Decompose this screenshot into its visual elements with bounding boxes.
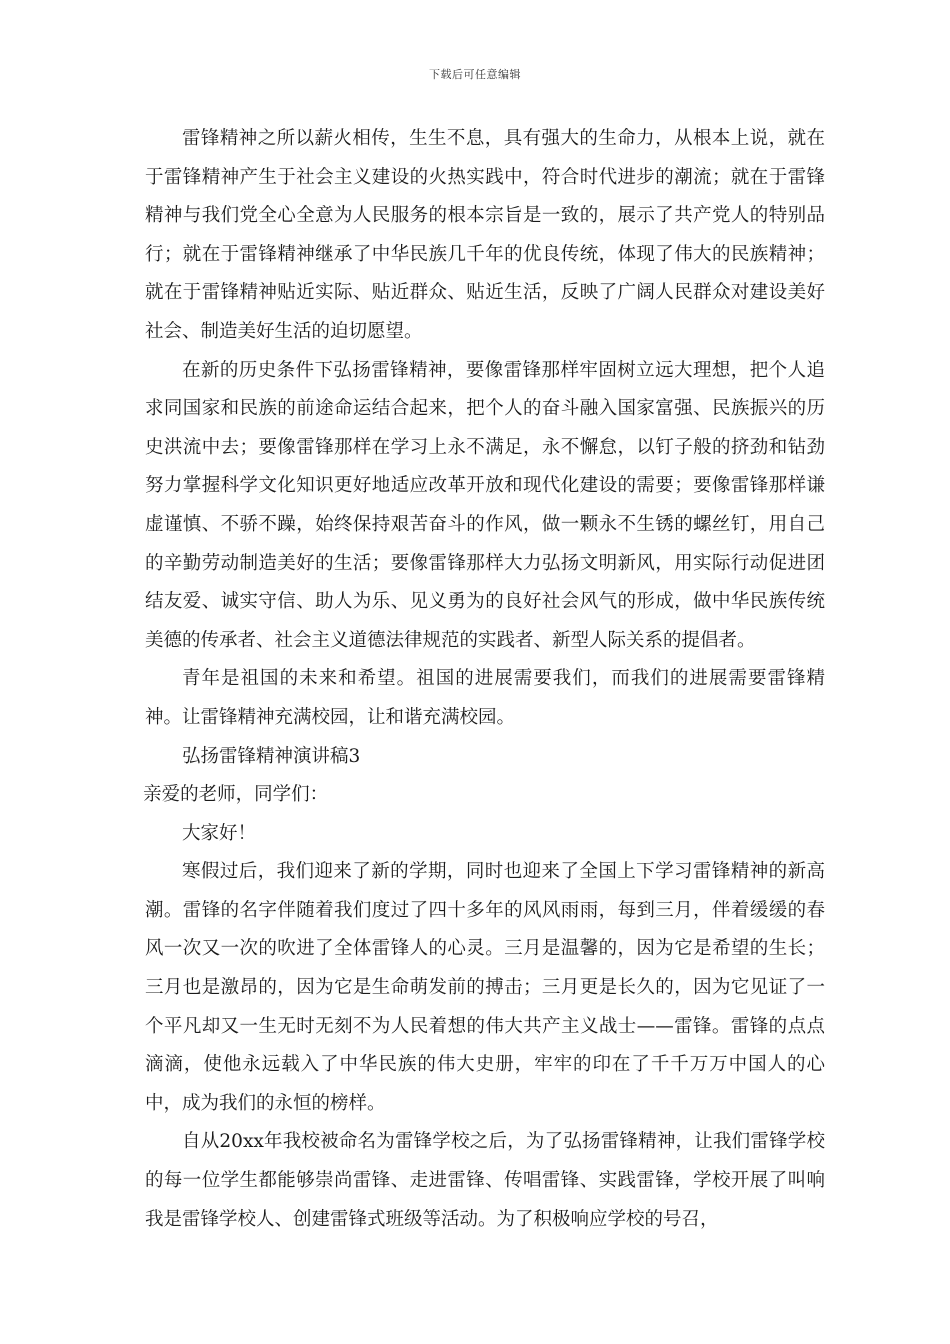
speech-title: 弘扬雷锋精神演讲稿3 [182,745,361,767]
paragraph-school-activities: 自从20xx年我校被命名为雷锋学校之后，为了弘扬雷锋精神，让我们雷锋学校的每一位学生都能够崇尚雷锋、走进雷锋、传唱雷锋、实践雷锋，学校开展了叫响我是雷锋学校人、创建雷锋式班级等活动。为了积极响应学校的号召， [145,1131,825,1230]
document-body [145,120,825,1239]
paragraph-new-semester: 寒假过后，我们迎来了新的学期，同时也迎来了全国上下学习雷锋精神的新高潮。雷锋的名字伴随着我们度过了四十多年的风风雨雨，每到三月，伴着缓缓的春风一次又一次的吹进了全体雷锋人的心灵。三月是温馨的，因为它是希望的生长；三月也是激昂的，因为它是生命萌发前的搏击；三月更是长久的，因为它见证了一个平凡却又一生无时无刻不为人民着想的伟大共产主义战士——雷锋。雷锋的点点滴滴，使他永远载入了中华民族的伟大史册，牢牢的印在了千千万万中国人的心中，成为我们的永恒的榜样。 [145,861,825,1114]
header-note: 下载后可任意编辑 [429,68,521,81]
greeting: 大家好！ [182,822,257,844]
paragraph-youth-future: 青年是祖国的未来和希望。祖国的进展需要我们，而我们的进展需要雷锋精神。让雷锋精神充满校园，让和谐充满校园。 [145,668,825,728]
paragraph-lei-feng-vitality: 雷锋精神之所以薪火相传，生生不息，具有强大的生命力，从根本上说，就在于雷锋精神产生于社会主义建设的火热实践中，符合时代进步的潮流；就在于雷锋精神与我们党全心全意为人民服务的根本宗旨是一致的，展示了共产党人的特别品行；就在于雷锋精神继承了中华民族几千年的优良传统，体现了伟大的民族精神；就在于雷锋精神贴近实际、贴近群众、贴近生活，反映了广阔人民群众对建设美好社会、制造美好生活的迫切愿望。 [145,128,825,342]
salutation: 亲爱的老师，同学们： [143,784,329,806]
paragraph-new-historical-conditions: 在新的历史条件下弘扬雷锋精神，要像雷锋那样牢固树立远大理想，把个人追求同国家和民族的前途命运结合起来，把个人的奋斗融入国家富强、民族振兴的历史洪流中去；要像雷锋那样在学习上永不满足，永不懈怠，以钉子般的挤劲和钻劲努力掌握科学文化知识更好地适应改革开放和现代化建设的需要；要像雷锋那样谦虚谨慎、不骄不躁，始终保持艰苦奋斗的作风，做一颗永不生锈的螺丝钉，用自己的辛勤劳动制造美好的生活；要像雷锋那样大力弘扬文明新风，用实际行动促进团结友爱、诚实守信、助人为乐、见义勇为的良好社会风气的形成，做中华民族传统美德的传承者、社会主义道德法律规范的实践者、新型人际关系的提倡者。 [145,359,825,651]
